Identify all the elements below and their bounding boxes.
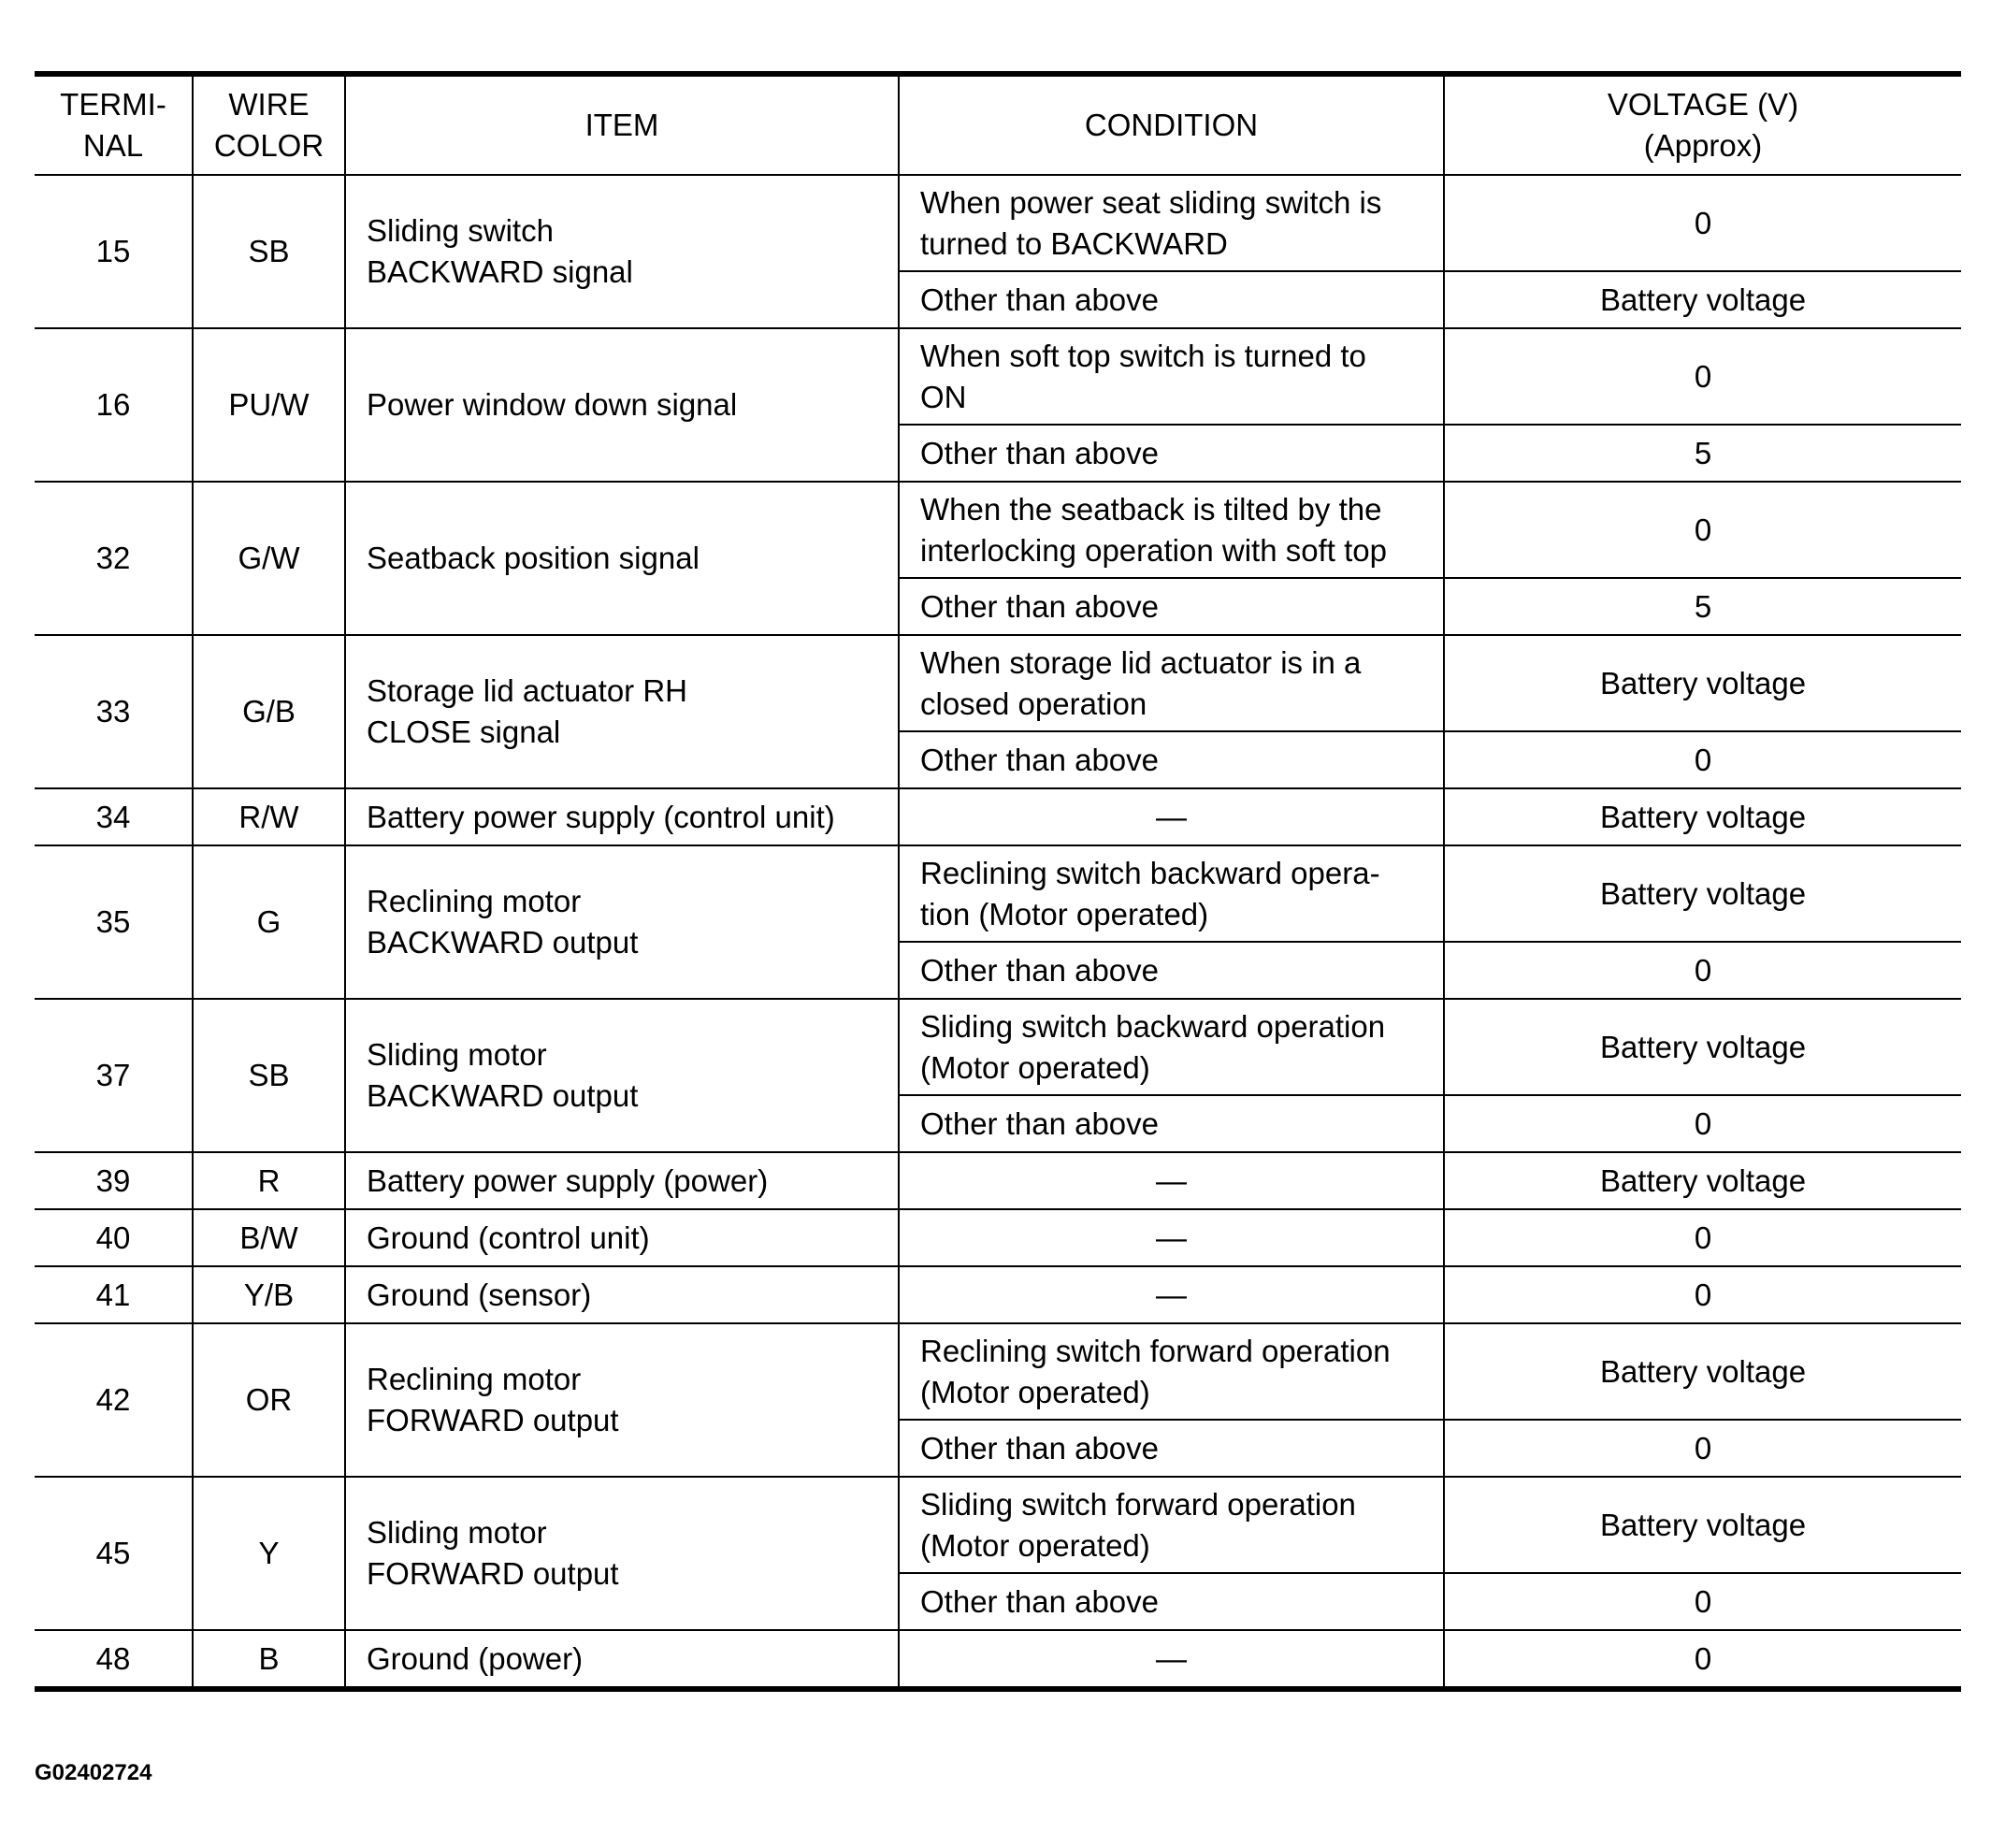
terminal-cell: 34: [35, 788, 193, 845]
voltage-cell: 0: [1444, 1630, 1961, 1689]
voltage-cell: 0: [1444, 1209, 1961, 1266]
item-cell: Ground (power): [345, 1630, 899, 1689]
voltage-cell: 0: [1444, 1266, 1961, 1323]
table-row: [35, 328, 1961, 425]
condition-cell: Other than above: [899, 942, 1444, 999]
item-cell: Ground (control unit): [345, 1209, 899, 1266]
voltage-cell: Battery voltage: [1444, 1477, 1961, 1573]
header-terminal: TERMI- NAL: [35, 74, 193, 175]
wire-color-cell: R/W: [193, 788, 345, 845]
voltage-cell: 0: [1444, 482, 1961, 578]
condition-cell: When storage lid actuator is in a closed operation: [899, 635, 1444, 731]
table-row: [35, 1630, 1961, 1689]
terminal-cell: 40: [35, 1209, 193, 1266]
header-row: [35, 74, 1961, 175]
table-row: [35, 1209, 1961, 1266]
terminal-cell: 48: [35, 1630, 193, 1689]
terminal-voltage-table: [35, 71, 1961, 1692]
voltage-cell: Battery voltage: [1444, 1152, 1961, 1209]
table-row: [35, 999, 1961, 1095]
table-row: [35, 1152, 1961, 1209]
item-cell: Battery power supply (power): [345, 1152, 899, 1209]
terminal-cell: 32: [35, 482, 193, 635]
voltage-cell: 0: [1444, 175, 1961, 271]
wire-color-cell: Y/B: [193, 1266, 345, 1323]
table-row: [35, 482, 1961, 578]
terminal-cell: 15: [35, 175, 193, 328]
wire-color-cell: B/W: [193, 1209, 345, 1266]
wire-color-cell: G/B: [193, 635, 345, 788]
condition-cell: Other than above: [899, 578, 1444, 635]
voltage-cell: 0: [1444, 1573, 1961, 1630]
condition-cell: —: [899, 1209, 1444, 1266]
table-row: [35, 788, 1961, 845]
header-wire-color: WIRE COLOR: [193, 74, 345, 175]
voltage-cell: Battery voltage: [1444, 635, 1961, 731]
terminal-cell: 45: [35, 1477, 193, 1630]
table-row: [35, 1477, 1961, 1573]
table-row: [35, 635, 1961, 731]
condition-cell: Other than above: [899, 1573, 1444, 1630]
condition-cell: Reclining switch backward opera- tion (Motor operated): [899, 845, 1444, 942]
terminal-cell: 35: [35, 845, 193, 999]
terminal-cell: 37: [35, 999, 193, 1152]
condition-cell: When the seatback is tilted by the interlocking operation with soft top: [899, 482, 1444, 578]
item-cell: Battery power supply (control unit): [345, 788, 899, 845]
item-cell: Storage lid actuator RH CLOSE signal: [345, 635, 899, 788]
wire-color-cell: G: [193, 845, 345, 999]
voltage-cell: Battery voltage: [1444, 1323, 1961, 1420]
condition-cell: When power seat sliding switch is turned to BACKWARD: [899, 175, 1444, 271]
table-header: [35, 74, 1961, 175]
header-voltage: VOLTAGE (V) (Approx): [1444, 74, 1961, 175]
terminal-cell: 42: [35, 1323, 193, 1477]
terminal-cell: 41: [35, 1266, 193, 1323]
condition-cell: Sliding switch forward operation (Motor operated): [899, 1477, 1444, 1573]
item-cell: Sliding switch BACKWARD signal: [345, 175, 899, 328]
condition-cell: Other than above: [899, 1095, 1444, 1152]
table-row: [35, 1266, 1961, 1323]
condition-cell: Sliding switch backward operation (Motor operated): [899, 999, 1444, 1095]
voltage-cell: 0: [1444, 1420, 1961, 1477]
item-cell: Ground (sensor): [345, 1266, 899, 1323]
header-condition: CONDITION: [899, 74, 1444, 175]
voltage-cell: Battery voltage: [1444, 788, 1961, 845]
wire-color-cell: G/W: [193, 482, 345, 635]
voltage-cell: 5: [1444, 578, 1961, 635]
terminal-cell: 16: [35, 328, 193, 482]
condition-cell: Other than above: [899, 731, 1444, 788]
item-cell: Reclining motor BACKWARD output: [345, 845, 899, 999]
condition-cell: Other than above: [899, 271, 1444, 328]
voltage-cell: 0: [1444, 731, 1961, 788]
voltage-cell: Battery voltage: [1444, 271, 1961, 328]
voltage-cell: 0: [1444, 942, 1961, 999]
condition-cell: Reclining switch forward operation (Motor operated): [899, 1323, 1444, 1420]
voltage-cell: 0: [1444, 328, 1961, 425]
voltage-cell: 0: [1444, 1095, 1961, 1152]
wire-color-cell: SB: [193, 999, 345, 1152]
header-item: ITEM: [345, 74, 899, 175]
item-cell: Seatback position signal: [345, 482, 899, 635]
wire-color-cell: SB: [193, 175, 345, 328]
condition-cell: When soft top switch is turned to ON: [899, 328, 1444, 425]
item-cell: Power window down signal: [345, 328, 899, 482]
terminal-cell: 39: [35, 1152, 193, 1209]
condition-cell: —: [899, 1266, 1444, 1323]
table-row: [35, 845, 1961, 942]
wire-color-cell: Y: [193, 1477, 345, 1630]
table-body: [35, 175, 1961, 1689]
condition-cell: Other than above: [899, 1420, 1444, 1477]
table-row: [35, 1323, 1961, 1420]
wire-color-cell: B: [193, 1630, 345, 1689]
wire-color-cell: OR: [193, 1323, 345, 1477]
voltage-cell: Battery voltage: [1444, 845, 1961, 942]
condition-cell: Other than above: [899, 425, 1444, 482]
table-row: [35, 175, 1961, 271]
voltage-cell: 5: [1444, 425, 1961, 482]
wire-color-cell: R: [193, 1152, 345, 1209]
item-cell: Reclining motor FORWARD output: [345, 1323, 899, 1477]
figure-id: G02402724: [35, 1760, 152, 1785]
item-cell: Sliding motor BACKWARD output: [345, 999, 899, 1152]
wire-color-cell: PU/W: [193, 328, 345, 482]
item-cell: Sliding motor FORWARD output: [345, 1477, 899, 1630]
condition-cell: —: [899, 1152, 1444, 1209]
condition-cell: —: [899, 788, 1444, 845]
voltage-cell: Battery voltage: [1444, 999, 1961, 1095]
terminal-cell: 33: [35, 635, 193, 788]
condition-cell: —: [899, 1630, 1444, 1689]
